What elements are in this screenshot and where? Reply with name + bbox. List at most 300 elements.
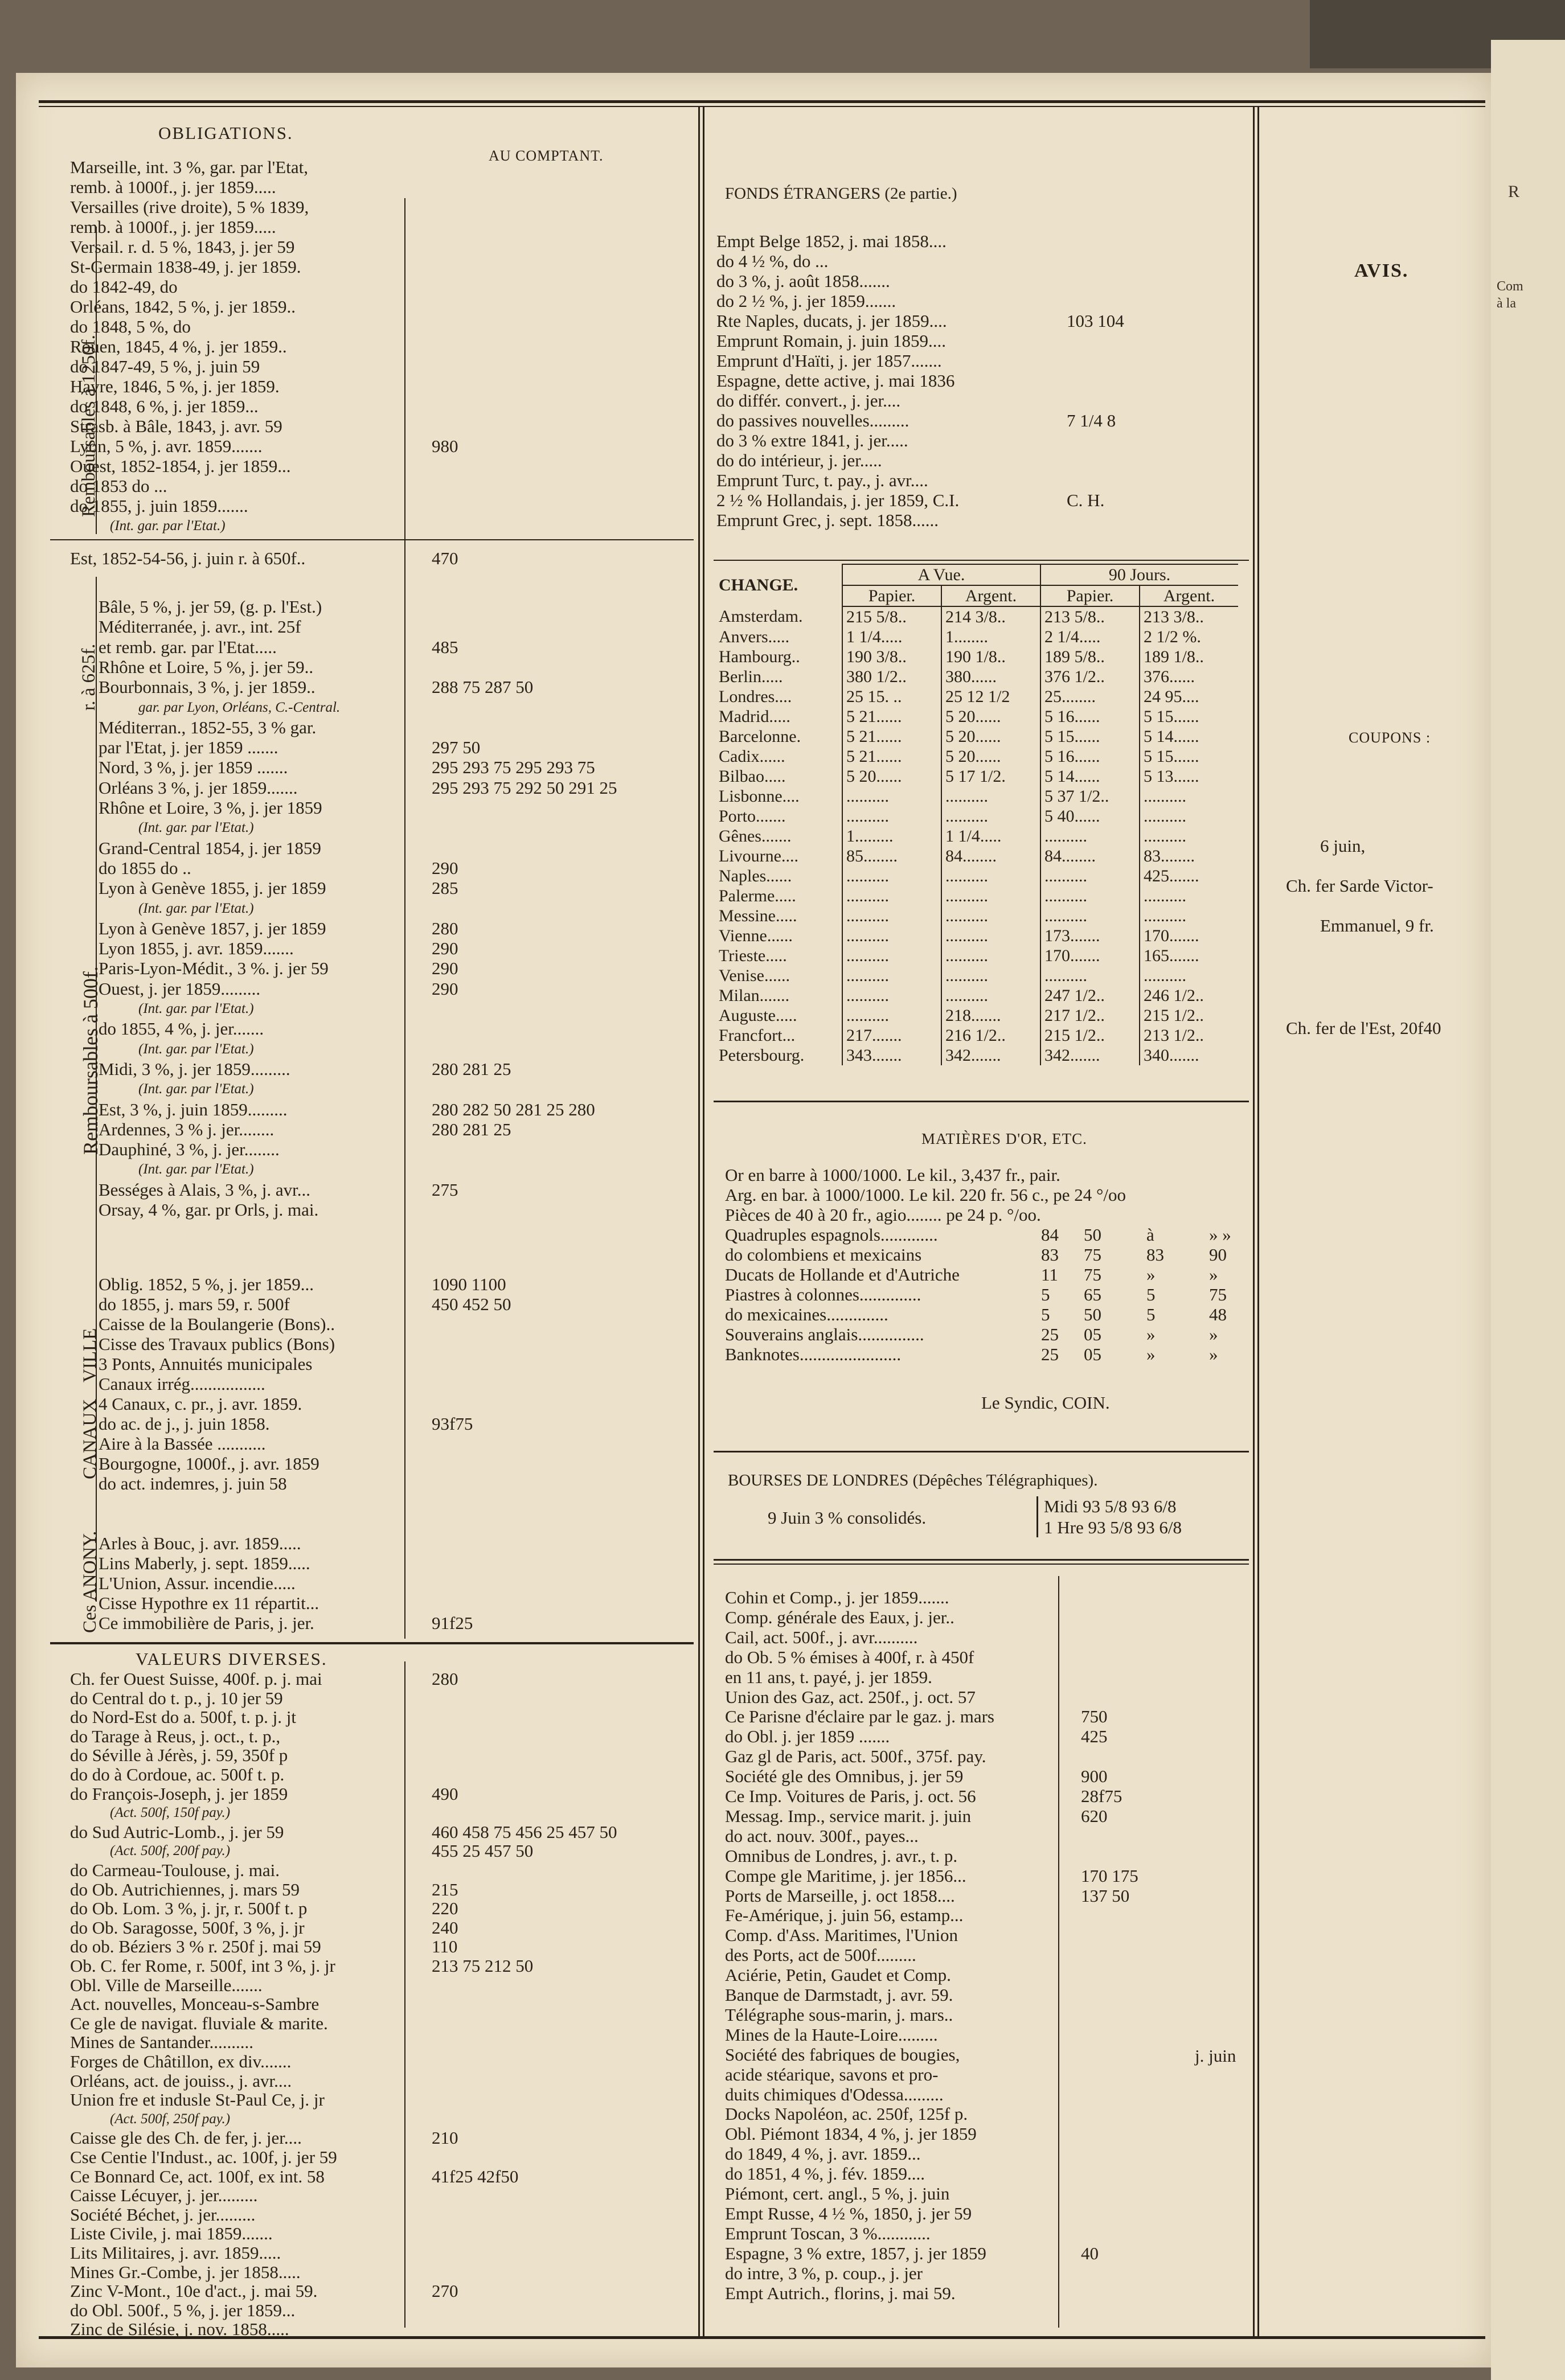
change-city: Madrid.....: [715, 707, 842, 727]
listing-price: 485: [432, 637, 458, 657]
listing-price: 290: [432, 857, 458, 878]
change-rate: 340.......: [1144, 1045, 1199, 1065]
change-rate: 342.......: [941, 1045, 1040, 1065]
listing-name: Bourbonnais, 3 %, j. jer 1859..: [99, 677, 316, 697]
change-city: Venise......: [715, 966, 842, 986]
matieres-value: 05: [1084, 1344, 1101, 1364]
listing-price: 93f75: [432, 1414, 473, 1434]
change-rate: 213 5/8..: [1040, 606, 1140, 627]
listing-name: Piémont, cert. angl., 5 %, j. juin: [725, 2184, 950, 2203]
change-rate: 84........: [941, 846, 1040, 866]
matieres-item: Ducats de Hollande et d'Autriche: [725, 1265, 960, 1285]
change-subheader: Argent.: [1140, 585, 1238, 606]
change-row: [715, 667, 1238, 687]
listing-name: (Act. 500f, 200f pay.): [110, 1843, 231, 1859]
change-row: [715, 886, 1238, 906]
matieres-item: Souverains anglais...............: [725, 1324, 924, 1344]
listing-name: Paris-Lyon-Médit., 3 %. j. jer 59: [99, 958, 329, 979]
listing-name: Zinc de Silésie, j. nov. 1858.....: [70, 2319, 289, 2340]
change-rate: 216 1/2..: [941, 1025, 1040, 1045]
change-rate: 24 95....: [1144, 687, 1199, 706]
matieres-value: 83: [1041, 1245, 1059, 1265]
listing-name: do Carmeau-Toulouse, j. mai.: [70, 1860, 280, 1880]
change-rate: 246 1/2..: [1144, 986, 1204, 1005]
listing-price: 460 458 75 456 25 457 50: [432, 1821, 617, 1842]
listing-name: Union des Gaz, act. 250f., j. oct. 57: [725, 1686, 976, 1707]
brace: [1036, 1496, 1038, 1537]
section-rule: [714, 1451, 1249, 1452]
matieres-value: 90: [1209, 1245, 1227, 1265]
listing-price: 490: [432, 1783, 458, 1804]
price-column-rule: [404, 1661, 405, 2328]
listing-name: Mines Gr.-Combe, j. jer 1858.....: [70, 2262, 301, 2282]
change-rate: ..........: [1040, 886, 1140, 906]
listing-name: Aciérie, Petin, Gaudet et Comp.: [725, 1965, 951, 1985]
change-rate: ..........: [842, 986, 941, 1006]
listing-price: 91f25: [432, 1613, 473, 1633]
bourses-midi: Midi 93 5/8 93 6/8: [1044, 1496, 1177, 1516]
listing-name: Bâle, 5 %, j. jer 59, (g. p. l'Est.): [99, 597, 322, 617]
listing-price: 240: [432, 1917, 458, 1938]
change-rate: ..........: [941, 966, 1040, 986]
change-rate: 213 1/2..: [1144, 1025, 1204, 1045]
change-rate: 376 1/2..: [1040, 667, 1140, 687]
change-subheader: Papier.: [1040, 585, 1140, 606]
listing-name: do act. nouv. 300f., payes...: [725, 1825, 919, 1846]
listing-name: do 3 % extre 1841, j. jer.....: [716, 430, 908, 450]
listing-name: do Séville à Jérès, j. 59, 350f p: [70, 1745, 288, 1766]
listing-name: en 11 ans, t. payé, j. jer 1859.: [725, 1667, 932, 1687]
listing-name: Ouest, j. jer 1859.........: [99, 978, 261, 999]
listing-price: 280: [432, 1669, 458, 1689]
listing-name: Mines de Santander..........: [70, 2032, 254, 2053]
change-city: Messine.....: [715, 906, 842, 926]
listing-name: Lyon à Genève 1855, j. jer 1859: [99, 878, 326, 898]
listing-name: Liste Civile, j. mai 1859.......: [70, 2223, 273, 2244]
change-rate: 5 20......: [941, 727, 1040, 746]
change-rate: 5 21......: [842, 727, 941, 746]
change-rate: 5 20......: [842, 766, 941, 786]
listing-name: do passives nouvelles.........: [716, 411, 909, 430]
change-rate: ..........: [941, 886, 1040, 906]
change-rate: 5 15......: [1144, 707, 1199, 726]
listing-name: do Obl. 500f., 5 %, j. jer 1859...: [70, 2300, 296, 2320]
listing-name: do 1848, 6 %, j. jer 1859...: [70, 396, 259, 416]
change-rate: 84........: [1040, 846, 1140, 866]
change-rate: 5 20......: [941, 707, 1040, 727]
listing-name: do do intérieur, j. jer.....: [716, 450, 882, 470]
change-row: [715, 906, 1238, 926]
matieres-value: 75: [1084, 1245, 1101, 1265]
listing-name: Mines de la Haute-Loire.........: [725, 2024, 938, 2045]
listing-price: 470: [432, 548, 458, 568]
listing-name: Lyon à Genève 1857, j. jer 1859: [99, 918, 326, 938]
group-label: Ces ANONY.: [80, 1530, 100, 1633]
change-row: [715, 707, 1238, 727]
change-rate: 376......: [1144, 667, 1195, 686]
change-rate: 190 1/8..: [941, 647, 1040, 667]
listing-name: Lyon 1855, j. avr. 1859.......: [99, 938, 294, 959]
listing-name: remb. à 1000f., j. jer 1859.....: [70, 217, 276, 237]
listing-name: Cisse Hypothre ex 11 répartit...: [99, 1593, 319, 1613]
listing-name: Orsay, 4 %, gar. pr Orls, j. mai.: [99, 1200, 319, 1220]
listing-name: Est, 3 %, j. juin 1859.........: [99, 1099, 288, 1119]
matieres-value: 5: [1146, 1285, 1156, 1304]
listing-name: Act. nouvelles, Monceau-s-Sambre: [70, 1994, 319, 2014]
change-row: [715, 746, 1238, 766]
listing-name: St-Germain 1838-49, j. jer 1859.: [70, 257, 301, 277]
change-rate: 217 1/2..: [1040, 1006, 1140, 1025]
listing-name: Emprunt d'Haïti, j. jer 1857.......: [716, 351, 942, 371]
listing-name: L'Union, Assur. incendie.....: [99, 1573, 296, 1593]
listing-name: Emprunt Turc, t. pay., j. avr....: [716, 470, 928, 490]
listing-name: Emprunt Toscan, 3 %............: [725, 2223, 931, 2243]
listing-name: (Int. gar. par l'Etat.): [138, 1081, 254, 1097]
change-city: Livourne....: [715, 846, 842, 866]
listing-name: Bességes à Alais, 3 %, j. avr...: [99, 1179, 310, 1200]
listing-name: Empt Belge 1852, j. mai 1858....: [716, 231, 947, 251]
listing-name: do différ. convert., j. jer....: [716, 391, 901, 411]
matieres-value: »: [1209, 1324, 1218, 1344]
listing-name: Lits Militaires, j. avr. 1859.....: [70, 2243, 281, 2263]
change-rate: 83........: [1144, 846, 1195, 865]
matieres-value: »: [1209, 1344, 1218, 1364]
listing-name: do 1849, 4 %, j. avr. 1859...: [725, 2144, 921, 2164]
matieres-item: Quadruples espagnols.............: [725, 1225, 938, 1245]
listing-name: Ch. fer Ouest Suisse, 400f. p. j. mai: [70, 1669, 322, 1689]
listing-price: 137 50: [1081, 1885, 1130, 1906]
bourses-title: BOURSES DE LONDRES (Dépêches Télégraphiques).: [728, 1471, 1098, 1489]
listing-name: Compe gle Maritime, j. jer 1856...: [725, 1865, 966, 1886]
listing-price: 215: [432, 1879, 458, 1899]
listing-price: 900: [1081, 1766, 1108, 1787]
listing-name: des Ports, act de 500f.........: [725, 1945, 916, 1965]
change-rate: 425.......: [1144, 866, 1199, 885]
listing-price: 285: [432, 878, 458, 898]
change-rate: 2 1/4.....: [1040, 627, 1140, 647]
change-rate: ..........: [842, 886, 941, 906]
change-rate: 173.......: [1040, 926, 1140, 946]
change-rate: 25 15. ..: [842, 687, 941, 707]
group-label: r. à 625f.: [79, 643, 99, 711]
listing-name: Société des fabriques de bougies,: [725, 2044, 960, 2065]
change-rate: 5 16......: [1040, 707, 1140, 727]
listing-name: do do à Cordoue, ac. 500f t. p.: [70, 1765, 285, 1784]
change-rate: 1 1/4.....: [941, 826, 1040, 846]
matieres-value: 11: [1041, 1265, 1058, 1285]
change-rate: ..........: [842, 906, 941, 926]
listing-name: do intre, 3 %, p. coup., j. jer: [725, 2263, 923, 2283]
price-column-rule: [1058, 1576, 1059, 2328]
listing-name: Strasb. à Bâle, 1843, j. avr. 59: [70, 416, 282, 436]
listing-name: Méditerranée, j. avr., int. 25f: [99, 617, 301, 637]
listing-name: Bourgogne, 1000f., j. avr. 1859: [99, 1454, 319, 1474]
listing-name: do 1855, j. mars 59, r. 500f: [99, 1294, 290, 1314]
change-title: CHANGE.: [715, 564, 842, 606]
listing-name: Canaux irrég.................: [99, 1374, 265, 1394]
change-rate: 215 1/2..: [1144, 1006, 1204, 1025]
group-label: CANAUX: [80, 1398, 100, 1479]
listing-name: 2 ½ % Hollandais, j. jer 1859, C.I.: [716, 490, 960, 510]
listing-name: Union fre et indusle St-Paul Ce, j. jr: [70, 2090, 325, 2110]
coupon-line: Emmanuel, 9 fr.: [1320, 916, 1434, 935]
listing-price: 290: [432, 958, 458, 979]
listing-name: Messag. Imp., service marit. j. juin: [725, 1805, 972, 1826]
change-rate: ..........: [842, 926, 941, 946]
change-rate: 5 40......: [1040, 806, 1140, 826]
change-row: [715, 946, 1238, 966]
listing-price: 750: [1081, 1706, 1108, 1727]
change-city: Londres....: [715, 687, 842, 707]
change-city: Amsterdam.: [715, 606, 842, 627]
change-rate: 5 13......: [1144, 766, 1199, 786]
listing-price: 295 293 75 292 50 291 25: [432, 777, 617, 798]
listing-price: 290: [432, 938, 458, 959]
listing-name: Ports de Marseille, j. oct 1858....: [725, 1885, 955, 1906]
avis-title: AVIS.: [1354, 260, 1409, 281]
change-row: [715, 627, 1238, 647]
column-rule: [1257, 107, 1259, 2336]
listing-name: do act. indemres, j. juin 58: [99, 1474, 287, 1493]
top-rule: [39, 106, 1485, 107]
a-vue-header: A Vue.: [842, 564, 1040, 585]
change-city: Gênes.......: [715, 826, 842, 846]
listing-name: Orléans, 1842, 5 %, j. jer 1859..: [70, 297, 296, 317]
change-rate: 1........: [941, 627, 1040, 647]
listing-name: Ardennes, 3 % j. jer........: [99, 1119, 275, 1139]
listing-name: 3 Ponts, Annuités municipales: [99, 1354, 313, 1374]
change-rate: ..........: [1040, 906, 1140, 926]
listing-name: Empt Autrich., florins, j. mai 59.: [725, 2283, 956, 2303]
change-rate: 380......: [941, 667, 1040, 687]
change-rate: ..........: [941, 926, 1040, 946]
edge-text: R: [1508, 182, 1520, 201]
listing-name: do 4 ½ %, do ...: [716, 251, 829, 271]
change-rate: 5 15......: [1040, 727, 1140, 746]
change-row: [715, 1006, 1238, 1025]
change-rate: 217.......: [842, 1025, 941, 1045]
change-city: Porto.......: [715, 806, 842, 826]
listing-name: Nord, 3 %, j. jer 1859 .......: [99, 757, 288, 778]
listing-price: 980: [432, 436, 458, 456]
change-rate: ..........: [941, 786, 1040, 806]
change-rate: 213 3/8..: [1144, 607, 1204, 626]
change-rate: 218.......: [941, 1006, 1040, 1025]
matieres-value: à: [1146, 1225, 1154, 1245]
listing-price: 297 50: [432, 737, 481, 758]
change-city: Berlin.....: [715, 667, 842, 687]
listing-name: Ouest, 1852-1854, j. jer 1859...: [70, 456, 291, 476]
coupon-line: Ch. fer de l'Est, 20f40: [1286, 1018, 1441, 1038]
group-label: VILLE: [80, 1328, 100, 1382]
listing-name: Midi, 3 %, j. jer 1859.........: [99, 1058, 290, 1079]
listing-name: do Ob. Lom. 3 %, j. jr, r. 500f t. p: [70, 1898, 308, 1919]
change-rate: ..........: [1040, 866, 1140, 886]
section-rule: [714, 560, 1249, 561]
change-rate: ..........: [842, 966, 941, 986]
listing-name: Docks Napoléon, ac. 250f, 125f p.: [725, 2104, 968, 2124]
listing-name: (Int. gar. par l'Etat.): [138, 1001, 254, 1016]
change-rate: ..........: [941, 946, 1040, 966]
change-city: Vienne......: [715, 926, 842, 946]
listing-price: 170 175: [1081, 1865, 1138, 1886]
change-row: [715, 727, 1238, 746]
listing-name: do Sud Autric-Lomb., j. jer 59: [70, 1821, 284, 1842]
change-city: Barcelonne.: [715, 727, 842, 746]
listing-name: Société gle des Omnibus, j. jer 59: [725, 1766, 964, 1787]
change-rate: 165.......: [1144, 946, 1199, 965]
change-rate: 5 15......: [1144, 746, 1199, 766]
change-rate: ..........: [1144, 786, 1186, 806]
listing-name: (Int. gar. par l'Etat.): [138, 900, 254, 916]
change-rate: 189 1/8..: [1144, 647, 1204, 666]
listing-name: Comp. d'Ass. Maritimes, l'Union: [725, 1925, 958, 1946]
matieres-value: 25: [1041, 1344, 1059, 1364]
change-row: [715, 806, 1238, 826]
listing-name: Rte Naples, ducats, j. jer 1859....: [716, 311, 947, 331]
change-rate: ..........: [941, 906, 1040, 926]
change-rate: 342.......: [1040, 1045, 1140, 1065]
change-table: [715, 564, 1238, 1065]
change-city: Bilbao.....: [715, 766, 842, 786]
change-row: [715, 766, 1238, 786]
next-page-edge: [1491, 40, 1565, 2380]
listing-name: Gaz gl de Paris, act. 500f., 375f. pay.: [725, 1746, 986, 1767]
listing-name: Banque de Darmstadt, j. avr. 59.: [725, 1985, 953, 2005]
change-rate: ..........: [941, 806, 1040, 826]
change-rate: 215 1/2..: [1040, 1025, 1140, 1045]
listing-name: Omnibus de Londres, j. avr., t. p.: [725, 1845, 958, 1866]
matieres-title: MATIÈRES D'OR, ETC.: [921, 1130, 1087, 1147]
matieres-value: »: [1146, 1344, 1156, 1364]
change-row: [715, 786, 1238, 806]
listing-name: par l'Etat, j. jer 1859 .......: [99, 737, 278, 758]
listing-price: C. H.: [1067, 490, 1105, 510]
change-row: [715, 866, 1238, 886]
matieres-value: »: [1146, 1324, 1156, 1344]
change-rate: 170.......: [1040, 946, 1140, 966]
listing-name: (Int. gar. par l'Etat.): [110, 518, 226, 534]
listing-name: do ac. de j., j. juin 1858.: [99, 1414, 270, 1434]
change-city: Naples......: [715, 866, 842, 886]
change-row: [715, 647, 1238, 667]
listing-price: 275: [432, 1179, 458, 1200]
change-row: [715, 1025, 1238, 1045]
listing-price: 288 75 287 50: [432, 677, 534, 697]
listing-name: Zinc V-Mont., 10e d'act., j. mai 59.: [70, 2281, 318, 2301]
group-label: Remboursables à 500f.: [79, 966, 102, 1155]
matieres-value: 50: [1084, 1225, 1101, 1245]
change-row: [715, 846, 1238, 866]
change-rate: 190 3/8..: [842, 647, 941, 667]
matieres-value: »: [1146, 1265, 1156, 1285]
listing-name: Lins Maberly, j. sept. 1859.....: [99, 1553, 310, 1573]
change-city: Cadix......: [715, 746, 842, 766]
listing-name: Emprunt Grec, j. sept. 1858......: [716, 510, 939, 530]
change-rate: 5 21......: [842, 707, 941, 727]
listing-name: (Act. 500f, 250f pay.): [110, 2111, 231, 2127]
listing-price: 280 281 25: [432, 1119, 511, 1139]
listing-name: Oblig. 1852, 5 %, j. jer 1859...: [99, 1274, 314, 1294]
change-rate: 2 1/2 %.: [1144, 627, 1201, 646]
change-rate: 5 20......: [941, 746, 1040, 766]
listing-price: 220: [432, 1898, 458, 1919]
column-rule: [703, 107, 704, 2336]
listing-name: Marseille, int. 3 %, gar. par l'Etat,: [70, 157, 308, 177]
listing-price: 40: [1081, 2243, 1099, 2263]
listing-name: Cail, act. 500f., j. avr..........: [725, 1627, 918, 1647]
change-city: Milan.......: [715, 986, 842, 1006]
matieres-line: Or en barre à 1000/1000. Le kil., 3,437 fr., pair.: [725, 1165, 1060, 1185]
matieres-value: 05: [1084, 1324, 1101, 1344]
listing-name: Ce Parisne d'éclaire par le gaz. j. mars: [725, 1706, 994, 1727]
change-rate: ..........: [842, 866, 941, 886]
change-rate: ..........: [1144, 906, 1186, 925]
change-rate: 85........: [842, 846, 941, 866]
listing-name: do 1855, 4 %, j. jer.......: [99, 1019, 264, 1039]
matieres-line: Pièces de 40 à 20 fr., agio........ pe 24 p. °/oo.: [725, 1205, 1041, 1225]
change-rate: ..........: [1040, 826, 1140, 846]
listing-price: 425: [1081, 1726, 1108, 1747]
change-rate: ..........: [1144, 966, 1186, 985]
matieres-value: 75: [1209, 1285, 1227, 1304]
listing-name: Dauphiné, 3 %, j. jer........: [99, 1139, 280, 1160]
listing-name: Versail. r. d. 5 %, 1843, j. jer 59: [70, 237, 295, 257]
change-row: [715, 606, 1238, 627]
listing-name: do Ob. 5 % émises à 400f, r. à 450f: [725, 1647, 974, 1667]
listing-name: Havre, 1846, 5 %, j. jer 1859.: [70, 376, 280, 396]
change-city: Francfort...: [715, 1025, 842, 1045]
change-rate: ..........: [842, 786, 941, 806]
top-rule: [39, 100, 1485, 103]
listing-name: Fe-Amérique, j. juin 56, estamp...: [725, 1905, 964, 1926]
listing-name: Cse Centie l'Indust., ac. 100f, j. jer 59: [70, 2147, 337, 2167]
section-rule: [50, 1642, 694, 1644]
change-row: [715, 1045, 1238, 1065]
listing-price: 1090 1100: [432, 1274, 506, 1294]
listing-price: 103 104: [1067, 311, 1124, 331]
listing-name: Arles à Bouc, j. avr. 1859.....: [99, 1533, 301, 1553]
listing-name: Est, 1852-54-56, j. juin r. à 650f..: [70, 548, 306, 568]
listing-name: Aire à la Bassée ...........: [99, 1434, 266, 1454]
matieres-value: 65: [1084, 1285, 1101, 1304]
listing-name: Caisse gle des Ch. de fer, j. jer....: [70, 2128, 302, 2148]
matieres-value: 48: [1209, 1304, 1227, 1324]
listing-price: 280 282 50 281 25 280: [432, 1099, 595, 1119]
listing-price: 620: [1081, 1805, 1108, 1826]
matieres-item: Piastres à colonnes..............: [725, 1285, 921, 1304]
listing-name: 4 Canaux, c. pr., j. avr. 1859.: [99, 1394, 302, 1414]
listing-name: do Tarage à Reus, j. oct., t. p.,: [70, 1726, 281, 1746]
matieres-value: 84: [1041, 1225, 1059, 1245]
listing-name: gar. par Lyon, Orléans, C.-Central.: [138, 699, 341, 715]
listing-name: (Int. gar. par l'Etat.): [138, 1041, 254, 1057]
listing-name: Télégraphe sous-marin, j. mars..: [725, 2004, 953, 2025]
column-rule: [1253, 107, 1255, 2336]
listing-price: 110: [432, 1936, 458, 1957]
change-rate: ..........: [941, 866, 1040, 886]
listing-name: remb. à 1000f., j. jer 1859.....: [70, 177, 276, 197]
change-rate: 5 21......: [842, 746, 941, 766]
listing-name: (Int. gar. par l'Etat.): [138, 1162, 254, 1177]
change-row: [715, 966, 1238, 986]
syndic-signature: Le Syndic, COIN.: [981, 1393, 1110, 1413]
change-rate: 5 14......: [1144, 727, 1199, 746]
matieres-value: »: [1209, 1265, 1218, 1285]
listing-name: (Int. gar. par l'Etat.): [138, 820, 254, 836]
change-city: Lisbonne....: [715, 786, 842, 806]
change-city: Palerme.....: [715, 886, 842, 906]
